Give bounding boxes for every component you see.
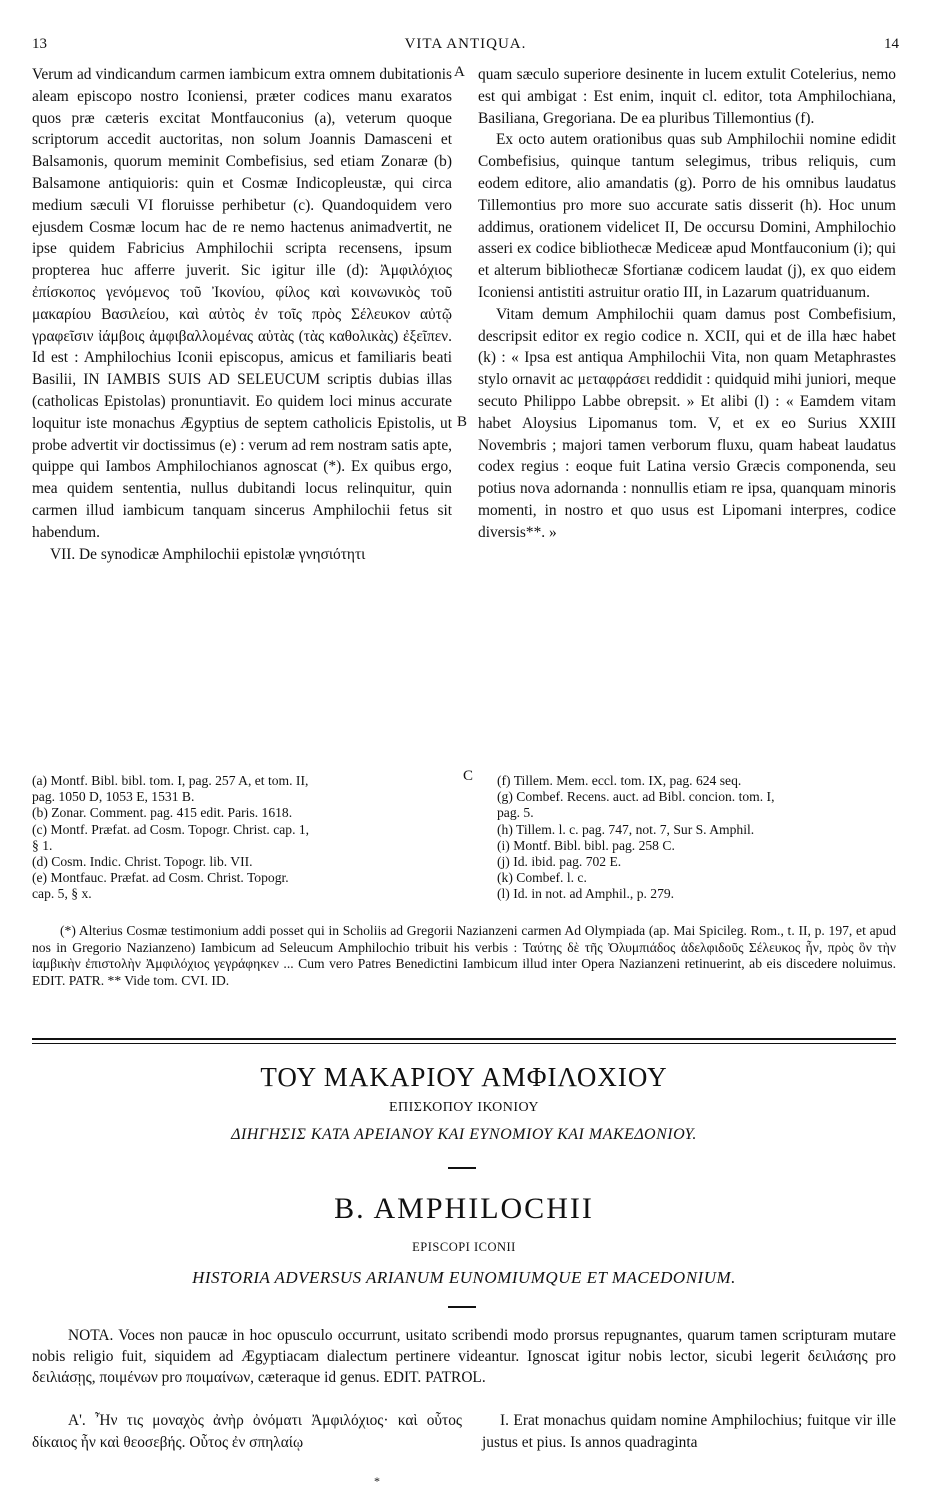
greek-heading: ΔΙΗΓΗΣΙΣ ΚΑΤΑ ΑΡΕΙΑΝΟΥ ΚΑΙ ΕΥΝΟΜΙΟΥ ΚΑΙ ΜΑΚΕΔΟΝΙΟΥ.	[231, 1126, 697, 1143]
left-paragraph: VII. De synodicæ Amphilochii epistolæ γνησιότητι	[50, 545, 366, 563]
footnote: pag. 1050 D, 1053 E, 1531 B.	[32, 789, 195, 805]
footnotes-right	[497, 773, 897, 903]
asterisk-note	[32, 923, 896, 989]
right-column	[478, 64, 896, 544]
margin-marker-b: B	[457, 414, 468, 430]
editorial-note-text: NOTA. Voces non paucæ in hoc opusculo occurrunt, usitato scribendi modo prorsus repugnantes, quarum tamen scripturam mutare nobis religio fuit, siquidem ad Ægyptiacam dialectum pertinere videantur. Ignoscat igitur nobis lector, sicubi legerit δειλιάσης pro δειλιάσῃς, ποιμένων pro ποιμαίνων, cæteraque id genus. EDIT. PATROL.	[32, 1327, 896, 1386]
greek-paragraph: Α'. Ἦν τις μοναχὸς ἀνὴρ ὀνόματι Ἀμφιλόχιος· καὶ οὗτος δίκαιος ἦν καὶ θεοσεβής. Οὗτος ἐν σπηλαίῳ	[32, 1412, 462, 1451]
section-rule-thin	[32, 1043, 896, 1044]
latin-title: B. AMPHILOCHII	[334, 1192, 594, 1225]
footnote: (g) Combef. Recens. auct. ad Bibl. concion. tom. I,	[497, 789, 775, 805]
left-column	[32, 64, 452, 565]
latin-subtitle: EPISCOPI ICONII	[412, 1240, 516, 1254]
right-paragraph: Vitam demum Amphilochii quam damus post Combefisium, descripsit editor ex regio codice n. XCII, qui et de illa hæc habet (k) : « Ipsa est antiqua Amphilochii Vita, non quam Metaphrastes stylo ornavit ac μεταφράσει reddidit : quidquid mihi juniori, meque secuto Philippo Labbe obrepsit. » Et alibi (l) : « Eamdem vitam habet Aloysius Lipomanus tom. V, et ex eo Surius XXIII Novembris ; majori tamen verborum fluxu, quam habeat laudatus codex regius : eoque fuit Latina versio Græcis componenda, seu potius nova adornanda : nonnullis etiam re ipsa, quanquam minoris momenti, in nostro et quo usus est Lipomani interpres, codice diversis**. »	[478, 305, 896, 541]
running-title: VITA ANTIQUA.	[404, 36, 527, 52]
greek-title: ΤΟΥ ΜΑΚΑΡΙΟΥ ΑΜΦΙΛΟΧΙΟΥ	[260, 1062, 668, 1092]
asterisk-note-text: (*) Alterius Cosmæ testimonium addi posset qui in Scholiis ad Gregorii Nazianzeni carmen Ad Olympiada (ap. Mai Spicileg. Rom., t. II, p. 197, et apud nos in Gregorio Nazianzeno) Iambicum ad Seleucum Amphilochio tribuit his verbis : Ταύτης δὲ τῆς Ὀλυμπιάδος ἀδελφιδοῦς Σέλευκος ἦν, πρὸς ὃν τὴν ἰαμβικὴν ἐπιστολὴν Ἀμφιλόχιος γεγράφηκεν ... Cum vero Patres Benedictini Iambicum illud inter Opera Nazianzeni retinuerint, ab eis discedere noluimus. EDIT. PATR. ** Vide tom. CVI. ID.	[32, 923, 896, 988]
footnote: § 1.	[32, 837, 53, 853]
footnotes-left	[32, 773, 462, 903]
margin-marker-a: A	[454, 64, 465, 80]
footnote: (c) Montf. Præfat. ad Cosm. Topogr. Christ. cap. 1,	[32, 821, 310, 837]
right-paragraph: Ex octo autem orationibus quas sub Amphilochii nomine edidit Combefisius, quinque tantum selegimus, tribus reliquis, cum eodem editore, alio amandatis (g). Porro de his omnibus laudatus Tillemontius pro more suo accurate satis disserit (h). Hoc unum addimus, orationem videlicet II, De occursu Domini, Amphilochio asseri ex codice bibliothecæ Mediceæ apud Montfauconium (i); qui et alterum bibliothecæ Sfortianæ codicem laudat (j), ex quo eidem Iconiensi antistiti astruitur oratio III, in Lazarum quatriduanum.	[478, 131, 896, 301]
margin-marker-c: C	[463, 768, 474, 784]
left-paragraph: Verum ad vindicandum carmen iambicum extra omnem dubitationis aleam episcopo nostro Iconiensi, præter codices manu exaratos quos præ cæteris excitat Montfauconius (a), veterum quoque scriptorum accedit auctoritas, non solum Joannis Damasceni et Balsamonis, quorum meminit Combefisius, sed etiam Zonaræ (b) Balsamone antiquioris: quin et Cosmæ Indicopleustæ, qui circa medium sæculi VI floruisse perhibetur (c). Quandoquidem vero ejusdem Cosmæ locum hac de re nemo hactenus animadvertit, ne ipse quidem Fabricius Amphilochii scripta recensens, ipsum propterea huc afferre juverit. Sic igitur ille (d): Ἀμφιλόχιος ἐπίσκοπος γενόμενος τοῦ Ἰκονίου, φίλος καὶ κοινωνικὸς τοῦ μακαρίου Βασιλείου, καὶ αὐτὸς ἐν τοῖς πρὸς Σέλευκον αὐτῷ γραφεῖσιν ἰάμβοις ἀμφιβαλλομένας αὐτὰς (τὰς καθολικὰς) ἐξεῖπεν. Id est : Amphilochius Iconii episcopus, amicus et familiaris beati Basilii, IN IAMBIS SUIS AD SELEUCUM scriptis dubias illas (catholicas Epistolas) pronuntiavit. Eo quidem loci minus accurate loquitur iste monachus Ægyptius de septem catholicis Epistolis, ut probe advertit vir doctissimus (e) : verum ad rem nostram satis apte, quippe qui Iambos Amphilochianos agnoscat (*). Ex quibus ergo, mea quidem sententia, nullus dubitandi locus relinquitur, quin carmen illud iambicum tanquam sincerus Amphilochii fetus sit habendum.	[32, 66, 452, 541]
latin-heading: HISTORIA ADVERSUS ARIANUM EUNOMIUMQUE ET MACEDONIUM.	[192, 1268, 736, 1287]
latin-paragraph: I. Erat monachus quidam nomine Amphilochius; fuitque vir ille justus et pius. Is annos quadraginta	[482, 1412, 896, 1451]
title-divider	[448, 1306, 476, 1308]
footnote: (j) Id. ibid. pag. 702 E.	[497, 854, 622, 870]
page-number-right: 14	[884, 36, 899, 52]
footnote: (f) Tillem. Mem. eccl. tom. IX, pag. 624 seq.	[497, 773, 742, 788]
footnote: pag. 5.	[497, 805, 534, 821]
running-head	[32, 36, 899, 58]
footnote: (b) Zonar. Comment. pag. 415 edit. Paris. 1618.	[32, 805, 293, 821]
title-divider	[448, 1167, 476, 1169]
greek-text-column	[32, 1410, 462, 1454]
page-number-left: 13	[32, 36, 47, 52]
section-rule-thick	[32, 1038, 896, 1040]
footnote: cap. 5, § x.	[32, 886, 92, 902]
signature-mark: *	[374, 1474, 380, 1488]
footnote: (e) Montfauc. Præfat. ad Cosm. Christ. Topogr.	[32, 870, 289, 886]
editorial-note	[32, 1326, 896, 1388]
greek-subtitle: ΕΠΙΣΚΟΠΟΥ ΙΚΟΝΙΟΥ	[388, 1100, 540, 1115]
footnote: (d) Cosm. Indic. Christ. Topogr. lib. VII.	[32, 854, 253, 870]
footnote: (i) Montf. Bibl. bibl. pag. 258 C.	[497, 837, 675, 853]
footnote: (k) Combef. l. c.	[497, 870, 587, 886]
footnote: (a) Montf. Bibl. bibl. tom. I, pag. 257 A, et tom. II,	[32, 773, 309, 788]
latin-text-column	[482, 1410, 896, 1454]
footnote: (h) Tillem. l. c. pag. 747, not. 7, Sur S. Amphil.	[497, 821, 755, 837]
right-paragraph: quam sæculo superiore desinente in lucem extulit Cotelerius, nemo est qui ambigat : Est enim, inquit cl. editor, tota Amphilochiana, Basiliana, Gregoriana. De ea pluribus Tillemontius (f).	[478, 66, 896, 127]
footnote: (l) Id. in not. ad Amphil., p. 279.	[497, 886, 675, 902]
